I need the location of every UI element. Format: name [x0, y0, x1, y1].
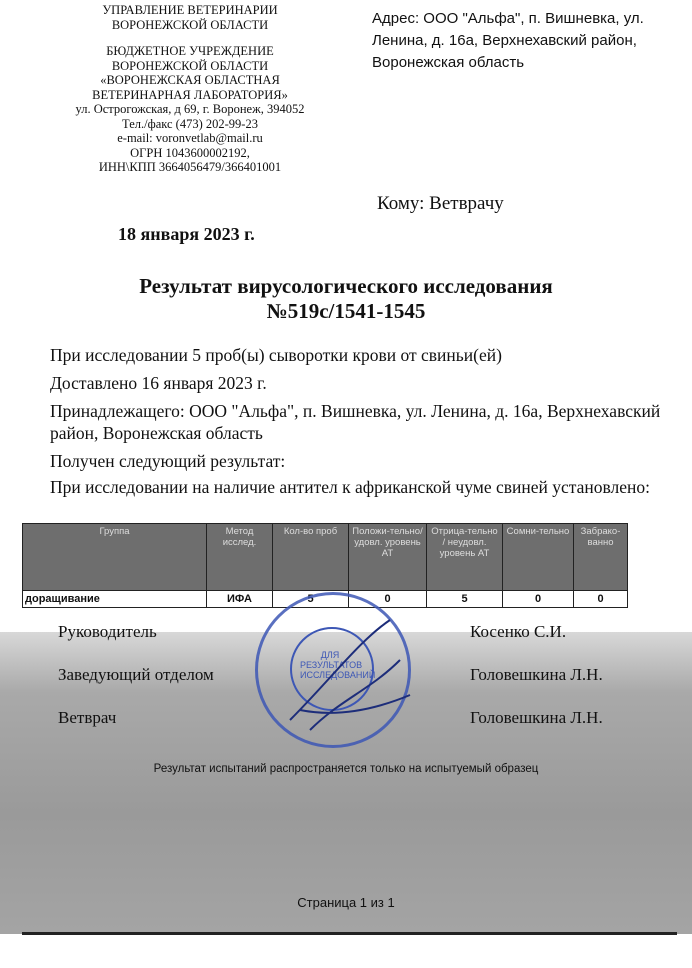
body-text [50, 344, 670, 502]
cell: 0 [574, 591, 628, 608]
signature-name: Косенко С.И. [470, 622, 567, 641]
stamp-text: ДЛЯ РЕЗУЛЬТАТОВ ИССЛЕДОВАНИЙ [300, 650, 376, 680]
signature-role: Заведующий отделом [58, 665, 214, 684]
recipient-address: Адрес: ООО "Альфа", п. Вишневка, ул. Ленина, д. 16а, Верхнехавский район, Воронежская область [372, 10, 644, 71]
body-line: При исследовании 5 проб(ы) сыворотки крови от свиньи(ей) [50, 345, 502, 365]
recipient: Кому: Ветврачу [377, 193, 504, 214]
document-number: №519с/1541-1545 [266, 299, 426, 323]
col-header: Метод исслед. [207, 524, 273, 591]
body-line: Получен следующий результат: [50, 451, 286, 471]
lab-header [40, 3, 340, 175]
col-header: Группа [23, 524, 207, 591]
col-header: Положи-тельно/ удовл. уровень АТ [349, 524, 427, 591]
body-line: При исследовании на наличие антител к африканской чуме свиней установлено: [50, 477, 651, 497]
header-line: УПРАВЛЕНИЕ ВЕТЕРИНАРИИ [102, 3, 278, 17]
col-header: Забрако-ванно [574, 524, 628, 591]
signature-role: Руководитель [58, 622, 157, 641]
cell: ИФА [207, 591, 273, 608]
page-number: Страница 1 из 1 [297, 895, 395, 910]
header-line: Тел./факс (473) 202-99-23 [122, 116, 258, 131]
col-header: Сомни-тельно [503, 524, 574, 591]
header-line: ОГРН 1043600002192, [130, 145, 250, 160]
col-header: Отрица-тельно / неудовл. уровень АТ [427, 524, 503, 591]
issue-date: 18 января 2023 г. [118, 224, 255, 244]
body-line: Принадлежащего: ООО "Альфа", п. Вишневка, ул. Ленина, д. 16а, Верхнехавский район, Воронежская область [50, 401, 661, 443]
bottom-rule [22, 932, 677, 935]
body-line: Доставлено 16 января 2023 г. [50, 373, 267, 393]
cell: 0 [349, 591, 427, 608]
header-line: ВОРОНЕЖСКОЙ ОБЛАСТИ [111, 58, 269, 73]
cell: 0 [503, 591, 574, 608]
header-line: БЮДЖЕТНОЕ УЧРЕЖДЕНИЕ [106, 44, 274, 58]
header-line: «ВОРОНЕЖСКАЯ ОБЛАСТНАЯ [100, 73, 280, 87]
document-title [0, 274, 692, 324]
signature-scribble [270, 600, 420, 750]
disclaimer: Результат испытаний распространяется только на испытуемый образец [153, 763, 539, 775]
header-line: ИНН\КПП 3664056479/366401001 [98, 160, 282, 174]
signature-name: Головешкина Л.Н. [470, 665, 603, 684]
header-line: e-mail: voronvetlab@mail.ru [117, 131, 263, 145]
signature-name: Головешкина Л.Н. [470, 708, 603, 727]
cell: 5 [427, 591, 503, 608]
signature-role: Ветврач [58, 708, 117, 727]
cell: доращивание [23, 591, 207, 608]
title-text: Результат вирусологического исследования [139, 274, 553, 298]
header-line: ВОРОНЕЖСКОЙ ОБЛАСТИ [111, 17, 269, 32]
cell: 5 [273, 591, 349, 608]
header-line: ул. Острогожская, д 69, г. Воронеж, 394052 [75, 102, 305, 116]
col-header: Кол-во проб [273, 524, 349, 591]
header-line: ВЕТЕРИНАРНАЯ ЛАБОРАТОРИЯ» [92, 87, 288, 102]
